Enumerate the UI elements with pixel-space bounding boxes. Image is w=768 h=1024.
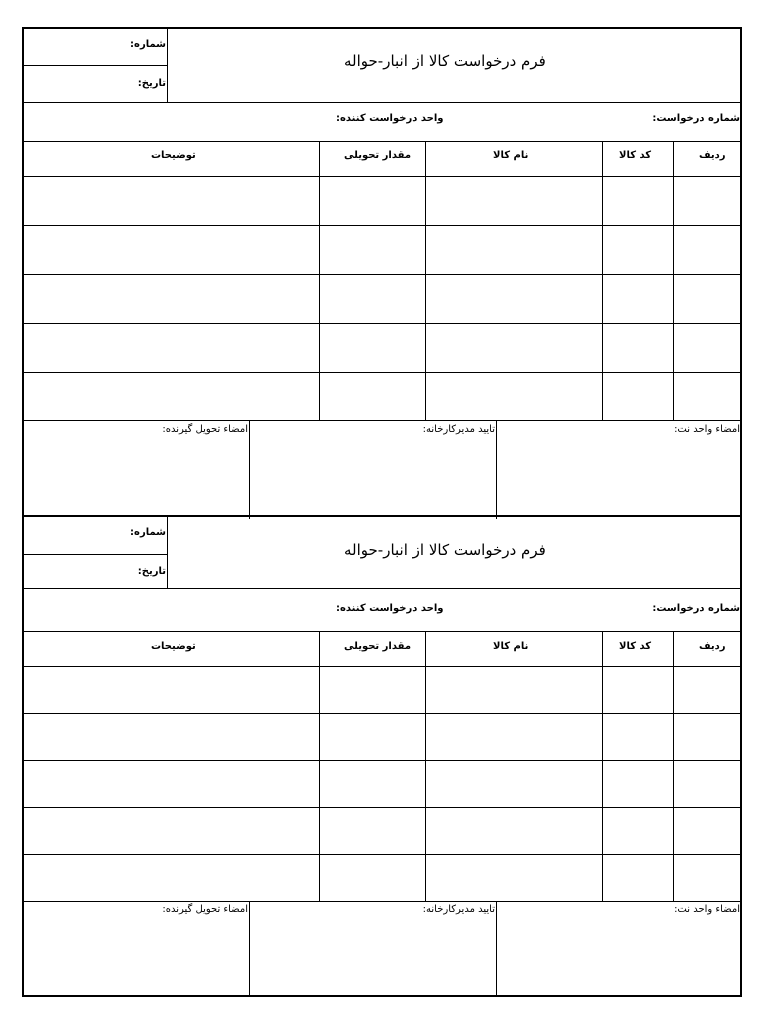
row-line bbox=[24, 176, 740, 177]
request-number-label: شماره درخواست: bbox=[652, 113, 740, 124]
sig-divider bbox=[496, 901, 497, 995]
col-line bbox=[602, 141, 603, 420]
form-title: فرم درخواست کالا از انبار-حواله bbox=[344, 52, 546, 70]
sig-divider bbox=[249, 901, 250, 995]
sig-unit-label: امضاء واحد نت: bbox=[674, 904, 740, 915]
col-line bbox=[602, 631, 603, 902]
row-line bbox=[24, 225, 740, 226]
row-line bbox=[24, 420, 740, 421]
col-header-qty: مقدار تحویلی bbox=[344, 150, 412, 161]
sig-receiver-label: امضاء تحویل گیرنده: bbox=[162, 424, 248, 435]
col-header-name: نام کالا bbox=[493, 150, 529, 161]
header-divider bbox=[167, 517, 168, 588]
col-line bbox=[673, 631, 674, 902]
col-header-name: نام کالا bbox=[493, 641, 529, 652]
col-header-desc: توضیحات bbox=[151, 641, 196, 652]
sig-manager-label: تایید مدیرکارخانه: bbox=[422, 424, 495, 435]
col-header-code: کد کالا bbox=[619, 150, 652, 161]
row-line bbox=[24, 807, 740, 808]
number-label: شماره: bbox=[130, 39, 166, 50]
col-line bbox=[425, 631, 426, 902]
row-line bbox=[24, 713, 740, 714]
row-line bbox=[24, 666, 740, 667]
col-header-row: ردیف bbox=[699, 150, 726, 161]
request-number-label: شماره درخواست: bbox=[652, 603, 740, 614]
header-box-divider bbox=[24, 65, 167, 66]
sig-receiver-label: امضاء تحویل گیرنده: bbox=[162, 904, 248, 915]
info-bottom-line bbox=[24, 141, 740, 142]
request-form-1 bbox=[22, 27, 742, 517]
col-header-row: ردیف bbox=[699, 641, 726, 652]
sig-manager-label: تایید مدیرکارخانه: bbox=[422, 904, 495, 915]
row-line bbox=[24, 854, 740, 855]
row-line bbox=[24, 760, 740, 761]
header-box-divider bbox=[24, 554, 167, 555]
col-header-qty: مقدار تحویلی bbox=[344, 641, 412, 652]
row-line bbox=[24, 323, 740, 324]
header-bottom-line bbox=[24, 102, 740, 103]
requesting-unit-label: واحد درخواست کننده: bbox=[336, 603, 444, 614]
sig-divider bbox=[249, 420, 250, 519]
date-label: تاریخ: bbox=[137, 78, 166, 89]
row-line bbox=[24, 372, 740, 373]
requesting-unit-label: واحد درخواست کننده: bbox=[336, 113, 444, 124]
col-line bbox=[673, 141, 674, 420]
col-header-code: کد کالا bbox=[619, 641, 652, 652]
col-line bbox=[319, 141, 320, 420]
request-form-2 bbox=[22, 517, 742, 997]
col-line bbox=[425, 141, 426, 420]
header-bottom-line bbox=[24, 588, 740, 589]
header-divider bbox=[167, 29, 168, 102]
form-title: فرم درخواست کالا از انبار-حواله bbox=[344, 541, 546, 559]
col-header-desc: توضیحات bbox=[151, 150, 196, 161]
info-bottom-line bbox=[24, 631, 740, 632]
row-line bbox=[24, 901, 740, 902]
row-line bbox=[24, 274, 740, 275]
date-label: تاریخ: bbox=[137, 566, 166, 577]
sig-unit-label: امضاء واحد نت: bbox=[674, 424, 740, 435]
sig-divider bbox=[496, 420, 497, 519]
number-label: شماره: bbox=[130, 527, 166, 538]
col-line bbox=[319, 631, 320, 902]
